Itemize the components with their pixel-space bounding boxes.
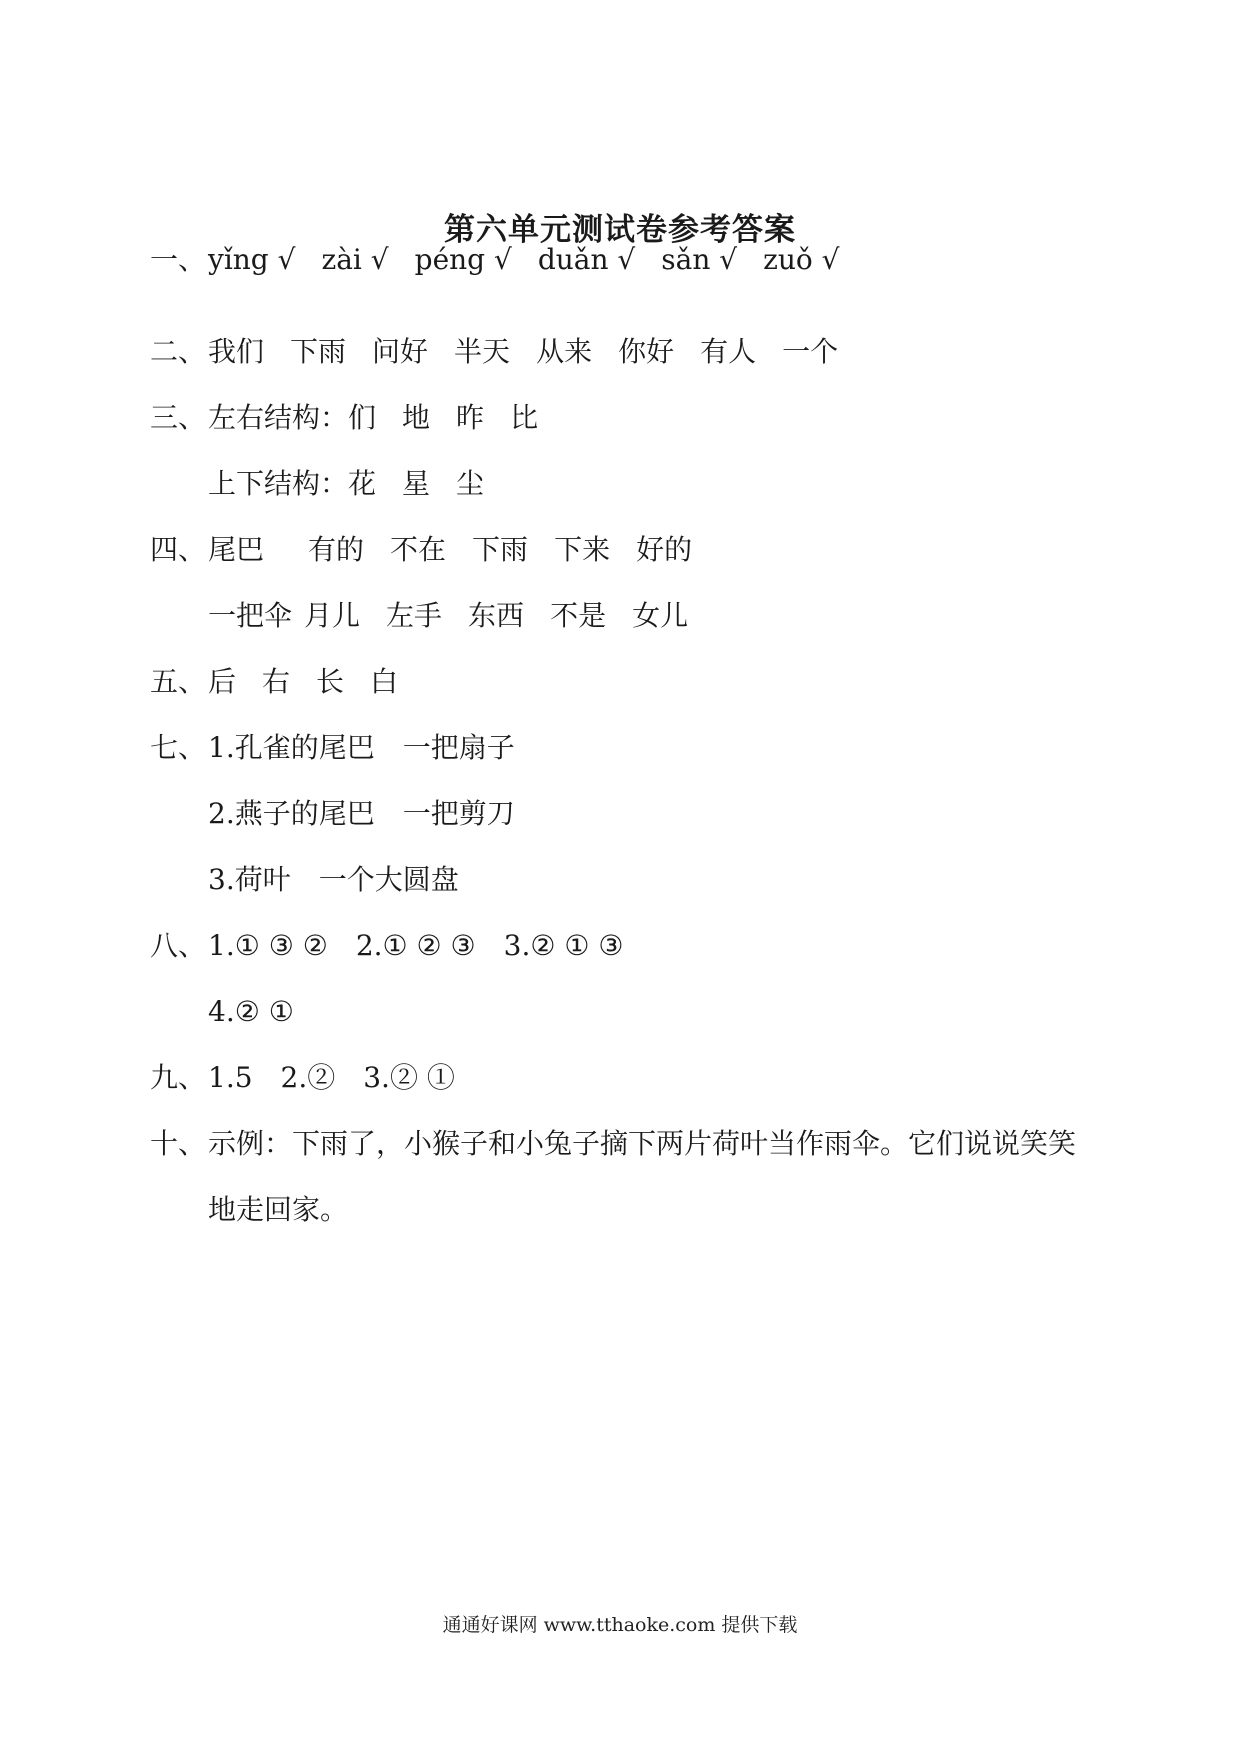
question-2-answers [150,334,864,370]
character-answer: 花 [348,467,377,500]
character-answer: 地 [402,401,431,434]
character-answer: 长 [316,665,345,698]
question-3-left-right [150,400,564,436]
footer-source: 通通好课网 www.tthaoke.com 提供下载 [442,1614,798,1636]
word-answer: 有的 [308,533,365,566]
answer-text: 示例：下雨了，小猴子和小兔子摘下两片荷叶当作雨伞。它们说说笑笑 [208,1127,1077,1160]
character-answer: 们 [348,401,377,434]
character-answer: 比 [510,401,539,434]
question-number: 三、 [150,401,207,434]
question-number: 一、 [150,243,207,276]
word-answer: 问好 [372,335,429,368]
question-number: 十、 [150,1127,207,1160]
question-number: 二、 [150,335,207,368]
word-answer: 半天 [454,335,511,368]
question-9-answers [150,1060,455,1096]
character-answer: 白 [370,665,399,698]
question-7-line-2 [208,796,515,832]
word-answer: 你好 [618,335,675,368]
question-number: 七、 [150,731,207,764]
pinyin-answer: zài √ [321,243,389,276]
word-answer: 一把伞 [208,599,293,632]
word-answer: 一个 [782,335,839,368]
pinyin-answer: duǎn √ [537,243,636,276]
structure-label: 左右结构： [208,401,349,434]
answer-text: 4.② ① [208,995,294,1028]
word-answer: 月儿 [304,599,361,632]
structure-label: 上下结构： [208,467,349,500]
word-answer: 不在 [390,533,447,566]
word-answer: 尾巴 [208,533,265,566]
character-answer: 后 [208,665,237,698]
question-7-line-3 [208,862,459,898]
question-number: 五、 [150,665,207,698]
character-answer: 星 [402,467,431,500]
character-answer: 尘 [456,467,485,500]
question-4-row-2 [208,598,714,634]
pinyin-answer: yǐng √ [208,243,296,276]
question-10-line-1 [150,1126,1076,1162]
word-answer: 下来 [554,533,611,566]
question-1-answers [150,242,866,278]
question-number: 八、 [150,929,207,962]
question-8-line-1 [150,928,623,964]
pinyin-answer: péng √ [414,243,512,276]
answer-text: 1.① ③ ② 2.① ② ③ 3.② ① ③ [208,929,624,962]
word-answer: 东西 [468,599,525,632]
page-title: 第六单元测试卷参考答案 [444,212,796,248]
word-answer: 不是 [550,599,607,632]
character-answer: 右 [262,665,291,698]
question-5-answers [150,664,424,700]
word-answer: 下雨 [290,335,347,368]
character-answer: 昨 [456,401,485,434]
question-number: 四、 [150,533,207,566]
question-8-line-2 [208,994,294,1030]
word-answer: 好的 [636,533,693,566]
word-answer: 我们 [208,335,265,368]
word-answer: 有人 [700,335,757,368]
question-3-top-bottom [208,466,510,502]
pinyin-answer: sǎn √ [661,243,738,276]
answer-text: 地走回家。 [208,1193,349,1226]
word-answer: 左手 [386,599,443,632]
pinyin-answer: zuǒ √ [763,243,840,276]
answer-text: 3.荷叶 一个大圆盘 [208,863,459,896]
answer-text: 2.燕子的尾巴 一把剪刀 [208,797,515,830]
question-7-line-1 [150,730,515,766]
word-answer: 女儿 [632,599,689,632]
answer-text: 1.5 2.② 3.② ① [208,1061,455,1094]
word-answer: 下雨 [472,533,529,566]
answer-text: 1.孔雀的尾巴 一把扇子 [208,731,515,764]
question-10-line-2 [208,1192,348,1228]
word-answer: 从来 [536,335,593,368]
question-4-row-1 [150,532,718,568]
question-number: 九、 [150,1061,207,1094]
